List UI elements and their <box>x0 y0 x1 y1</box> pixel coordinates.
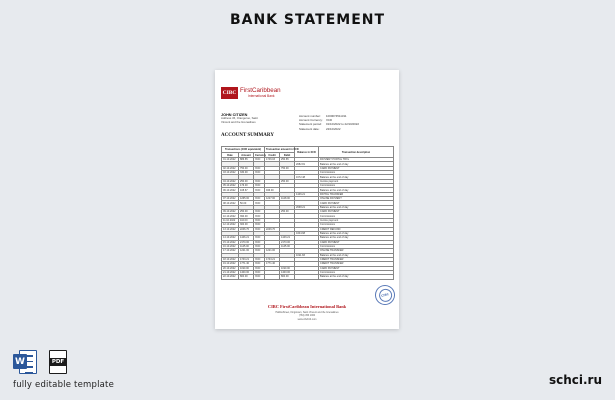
table-cell: 1743.21 <box>239 257 254 261</box>
table-cell: 04.10.2022 <box>222 179 239 183</box>
table-cell: Balance at the end of day <box>319 275 394 279</box>
table-cell: 1221.00 <box>265 249 280 253</box>
table-cell: XCD <box>254 214 265 218</box>
holder-name: JOHN CITIZEN <box>221 113 248 117</box>
bank-logo <box>221 87 281 99</box>
table-cell: 250.00 <box>239 179 254 183</box>
account-label: Statement period: <box>299 122 322 127</box>
table-cell: 01.10.2022 <box>222 158 239 162</box>
table-cell: 1771.40 <box>265 262 280 266</box>
account-label: Account number: <box>299 114 321 118</box>
account-summary-title: ACCOUNT SUMMARY <box>221 133 274 138</box>
table-cell: Commissions <box>319 244 394 248</box>
table-cell: XCD <box>254 275 265 279</box>
table-cell: ONLINE TRANSFER <box>319 249 394 253</box>
table-cell: Balance at the end of day <box>319 162 394 166</box>
table-cell: 1145.00 <box>239 244 254 248</box>
table-cell: XCD <box>254 171 265 175</box>
table-cell: Commissions <box>319 270 394 274</box>
col-amount: Transaction amount in XCD <box>266 148 299 151</box>
table-cell: 1771.40 <box>239 262 254 266</box>
word-file-icon <box>13 349 39 375</box>
table-cell: 2246.70 <box>239 227 254 231</box>
holder-address-line: Address 45, Orangeroo, Saint <box>221 116 259 120</box>
footer-line: (784) 456 1000 <box>298 314 316 318</box>
table-cell: 1743.21 <box>265 257 280 261</box>
table-cell: 4344.68 <box>295 231 319 235</box>
bank-logo-name: FirstCaribbean <box>240 86 281 94</box>
footer-line: www.cibcfcib.com <box>297 317 317 321</box>
table-cell: 330.00 <box>239 171 254 175</box>
table-cell: 800.00 <box>239 275 254 279</box>
statement-preview <box>215 70 399 329</box>
table-cell: 1446.21 <box>280 236 295 240</box>
table-cell: 946.00 <box>265 188 280 192</box>
table-cell: 19.10.2022 <box>222 262 239 266</box>
table-cell: 250.65 <box>280 158 295 162</box>
table-cell: 08.10.2022 <box>222 201 239 205</box>
table-cell: 21.10.2022 <box>222 270 239 274</box>
table-cell: Commissions <box>319 223 394 227</box>
table-cell: Balance at the end of day <box>319 175 394 179</box>
table-cell: Commissions <box>319 171 394 175</box>
table-cell: 1265.00 <box>239 197 254 201</box>
table-cell: Invoice payment <box>319 179 394 183</box>
table-cell: XCD <box>254 201 265 205</box>
bank-logo-mark: CIBC <box>221 87 238 99</box>
table-cell: XCD <box>254 197 265 201</box>
page-heading: BANK STATEMENT <box>229 12 386 28</box>
col-currency: Currency <box>255 153 266 157</box>
table-cell: Balance at the end of day <box>319 205 394 209</box>
table-cell: XCD <box>254 158 265 162</box>
table-cell: CARD PAYMENT <box>319 240 394 244</box>
table-cell: Commissions <box>319 184 394 188</box>
table-cell: 750.00 <box>280 166 295 170</box>
table-cell: XCD <box>254 262 265 266</box>
col-date: Date <box>222 153 239 158</box>
table-cell: PAYMENT PORTAL TRXL <box>319 158 394 162</box>
table-cell: Balance at the end of day <box>319 236 394 240</box>
table-cell: 1400.00 <box>239 270 254 274</box>
table-cell: 1190.00 <box>239 266 254 270</box>
table-cell: Balance at the end of day <box>319 231 394 235</box>
table-cell: 16.10.2022 <box>222 244 239 248</box>
table-cell: XCD <box>254 184 265 188</box>
table-cell: Balance at the end of day <box>319 188 394 192</box>
table-cell: XCD <box>254 236 265 240</box>
table-cell: 02.10.2022 <box>222 166 239 170</box>
table-cell: 12.10.2022 <box>222 223 239 227</box>
table-cell: Balance at the end of day <box>319 253 394 257</box>
table-cell: XCD <box>254 257 265 261</box>
pdf-file-icon <box>45 349 71 375</box>
account-value: 22/10/2022 <box>326 126 341 131</box>
holder-address-line: Vincent and the Grenadines <box>221 119 256 124</box>
table-cell: 2082.81 <box>295 162 319 166</box>
account-value: XCD <box>326 118 333 123</box>
table-cell: 176.00 <box>239 184 254 188</box>
table-cell: 2246.70 <box>265 227 280 231</box>
table-cell: 1221.00 <box>239 249 254 253</box>
transactions-table <box>221 146 394 280</box>
table-cell: 11.10.2022 <box>222 218 239 222</box>
table-cell: XCD <box>254 266 265 270</box>
table-cell: CREDIT TRANSFER <box>319 257 394 261</box>
file-format-icons <box>13 349 71 375</box>
col-description: Transaction description <box>319 147 394 158</box>
table-cell: XCD <box>254 223 265 227</box>
table-cell: XCD <box>254 210 265 214</box>
table-cell: 108.67 <box>239 188 254 192</box>
table-cell <box>295 275 319 279</box>
table-cell: Commissions <box>319 214 394 218</box>
table-cell: CARD PAYMENT <box>319 210 394 214</box>
table-cell: 2668.21 <box>295 205 319 209</box>
table-cell: 110.00 <box>239 218 254 222</box>
account-label: Statement date: <box>299 126 320 131</box>
table-cell: 1746.03 <box>265 158 280 162</box>
table-cell: 1191.83 <box>295 253 319 257</box>
table-cell: XCD <box>254 240 265 244</box>
site-watermark: schci.ru <box>548 373 602 387</box>
template-caption: fully editable template <box>13 380 115 390</box>
table-cell: 07.10.2022 <box>222 197 239 201</box>
table-cell: 300.00 <box>239 223 254 227</box>
account-details <box>299 114 359 131</box>
table-cell: XCD <box>254 166 265 170</box>
pdf-badge: PDF <box>49 358 67 366</box>
table-cell: XCD <box>254 270 265 274</box>
table-cell: 17.10.2022 <box>222 249 239 253</box>
account-holder <box>221 113 258 124</box>
table-cell: CARD PAYMENT <box>319 266 394 270</box>
account-value: 1000074511311 <box>326 114 347 118</box>
table-cell: 250.00 <box>239 210 254 214</box>
table-cell: 2170.00 <box>239 240 254 244</box>
table-cell: CREDIT TRANSFER <box>319 262 394 266</box>
table-cell: 1400.00 <box>280 270 295 274</box>
table-cell: 2170.00 <box>280 240 295 244</box>
table-cell: 250.00 <box>280 179 295 183</box>
word-badge: W <box>13 354 27 369</box>
table-cell: XCD <box>254 244 265 248</box>
footer-contact <box>215 311 399 321</box>
table-cell: XCD <box>254 249 265 253</box>
table-cell: 09.10.2022 <box>222 210 239 214</box>
table-cell: 1672.48 <box>295 175 319 179</box>
table-cell: 05.10.2022 <box>222 184 239 188</box>
table-cell: 50.00 <box>239 201 254 205</box>
col-amount-value: Amount <box>239 153 254 158</box>
footer-bank-name: CIBC FirstCaribbean International Bank <box>267 304 347 309</box>
table-cell: ONLINE PAYMENT <box>319 197 394 201</box>
table-cell: Invoice payment <box>319 218 394 222</box>
table-cell: 14.10.2022 <box>222 236 239 240</box>
table-cell: 1446.21 <box>295 192 319 196</box>
table-cell: 06.10.2022 <box>222 188 239 192</box>
col-credit: Credit <box>265 153 280 158</box>
col-transactions: Transactions (XCD equivalent) <box>222 147 265 153</box>
bank-logo-sub: International Bank <box>248 93 275 98</box>
account-label: Account Currency: <box>299 118 323 123</box>
table-cell: 13.10.2022 <box>222 227 239 231</box>
table-cell: 1145.00 <box>280 244 295 248</box>
table-cell: 1227.00 <box>265 197 280 201</box>
table-cell: 1190.00 <box>280 266 295 270</box>
table-cell: 886.65 <box>239 158 254 162</box>
table-cell: 750.00 <box>239 166 254 170</box>
table-cell: 250.00 <box>280 210 295 214</box>
table-cell: 18.10.2022 <box>222 257 239 261</box>
table-cell: 1446.21 <box>239 236 254 240</box>
col-debit: Debit <box>280 153 295 158</box>
table-cell: 20.10.2022 <box>222 266 239 270</box>
table-cell: 1128.00 <box>280 197 295 201</box>
table-cell <box>265 275 280 279</box>
footer-line: HalifaxStreet, Kingstown, Saint Vincent and the Grenadines <box>275 311 339 314</box>
table-cell: 800.00 <box>280 275 295 279</box>
table-cell: XCD <box>254 179 265 183</box>
table-cell: CREDIT REFUND <box>319 227 394 231</box>
stamp-text: CIBC <box>377 287 393 303</box>
table-cell: XCD <box>254 227 265 231</box>
table-cell: 15.10.2022 <box>222 240 239 244</box>
table-cell: 10.10.2022 <box>222 214 239 218</box>
table-row <box>222 275 394 279</box>
col-balance: Balance in XCD <box>295 147 319 158</box>
table-cell: 22.10.2022 <box>222 275 239 279</box>
table-cell: XCD <box>254 188 265 192</box>
table-cell: 03.10.2022 <box>222 171 239 175</box>
table-cell: XCD <box>254 218 265 222</box>
account-value: 01/10/2022 to 22/10/2022 <box>326 122 359 127</box>
table-cell: CARD PAYMENT <box>319 201 394 205</box>
table-cell: CARD PAYMENT <box>319 166 394 170</box>
table-cell: 390.00 <box>239 214 254 218</box>
table-cell: PAYPAL TRANSFER <box>319 192 394 196</box>
